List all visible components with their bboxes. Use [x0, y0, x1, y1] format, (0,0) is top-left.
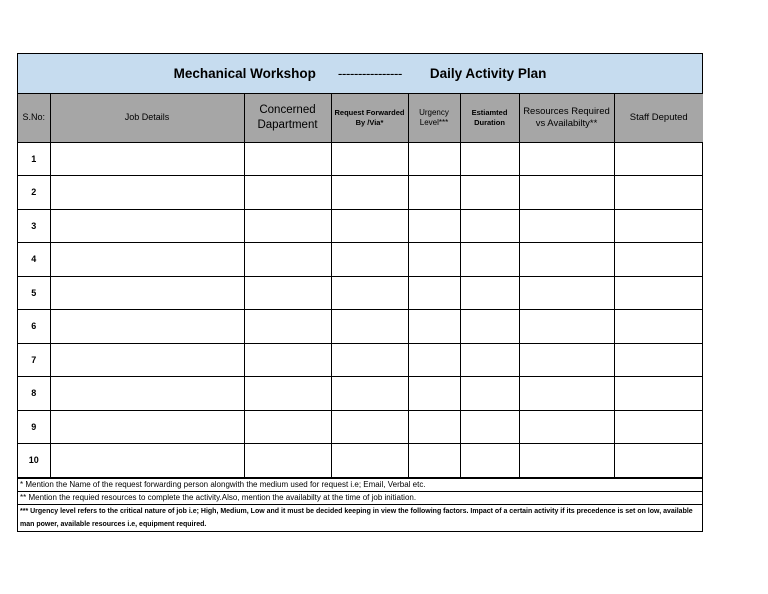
request-forwarded-cell[interactable]: [331, 176, 408, 210]
job-details-cell[interactable]: [50, 444, 244, 478]
resources-cell[interactable]: [519, 142, 614, 176]
job-details-cell[interactable]: [50, 276, 244, 310]
duration-cell[interactable]: [460, 209, 519, 243]
header-row: [18, 94, 703, 142]
col-header-request-forwarded: Request Forwarded By /Via*: [331, 94, 408, 142]
duration-cell[interactable]: [460, 343, 519, 377]
resources-cell[interactable]: [519, 310, 614, 344]
col-header-sno: S.No:: [18, 94, 50, 142]
staff-cell[interactable]: [614, 243, 703, 277]
staff-cell[interactable]: [614, 142, 703, 176]
urgency-cell[interactable]: [408, 276, 460, 310]
request-forwarded-cell[interactable]: [331, 243, 408, 277]
col-header-staff: Staff Deputed: [614, 94, 703, 142]
col-header-duration: Estiamted Duration: [460, 94, 519, 142]
sno-cell: 9: [18, 410, 50, 444]
sno-cell: 7: [18, 343, 50, 377]
col-header-job-details: Job Details: [50, 94, 244, 142]
title-separator: ----------------: [337, 66, 402, 81]
duration-cell[interactable]: [460, 142, 519, 176]
table-row: [18, 310, 703, 344]
job-details-cell[interactable]: [50, 310, 244, 344]
table-row: [18, 176, 703, 210]
job-details-cell[interactable]: [50, 377, 244, 411]
resources-cell[interactable]: [519, 176, 614, 210]
urgency-cell[interactable]: [408, 176, 460, 210]
footnote-resources: ** Mention the requied resources to complete the activity.Also, mention the availabilty at the time of job initiation.: [18, 491, 702, 504]
duration-cell[interactable]: [460, 243, 519, 277]
plan-title: Daily Activity Plan: [429, 66, 547, 81]
job-details-cell[interactable]: [50, 243, 244, 277]
request-forwarded-cell[interactable]: [331, 142, 408, 176]
activity-plan-sheet: [17, 53, 703, 532]
table-row: [18, 343, 703, 377]
duration-cell[interactable]: [460, 310, 519, 344]
job-details-cell[interactable]: [50, 176, 244, 210]
department-cell[interactable]: [244, 444, 331, 478]
footnote-request: * Mention the Name of the request forwarding person alongwith the medium used for request i.e; Email, Verbal etc.: [18, 478, 702, 491]
job-details-cell[interactable]: [50, 142, 244, 176]
duration-cell[interactable]: [460, 377, 519, 411]
department-cell[interactable]: [244, 377, 331, 411]
sno-cell: 8: [18, 377, 50, 411]
duration-cell[interactable]: [460, 176, 519, 210]
urgency-cell[interactable]: [408, 142, 460, 176]
staff-cell[interactable]: [614, 343, 703, 377]
col-header-department: Concerned Dapartment: [244, 94, 331, 142]
request-forwarded-cell[interactable]: [331, 444, 408, 478]
resources-cell[interactable]: [519, 243, 614, 277]
col-header-urgency: Urgency Level***: [408, 94, 460, 142]
job-details-cell[interactable]: [50, 343, 244, 377]
table-row: [18, 276, 703, 310]
table-row: [18, 377, 703, 411]
urgency-cell[interactable]: [408, 343, 460, 377]
resources-cell[interactable]: [519, 444, 614, 478]
request-forwarded-cell[interactable]: [331, 343, 408, 377]
resources-cell[interactable]: [519, 410, 614, 444]
department-cell[interactable]: [244, 142, 331, 176]
table-row: [18, 209, 703, 243]
staff-cell[interactable]: [614, 176, 703, 210]
request-forwarded-cell[interactable]: [331, 209, 408, 243]
urgency-cell[interactable]: [408, 243, 460, 277]
resources-cell[interactable]: [519, 377, 614, 411]
activity-table: [18, 94, 703, 478]
urgency-cell[interactable]: [408, 444, 460, 478]
duration-cell[interactable]: [460, 444, 519, 478]
urgency-cell[interactable]: [408, 209, 460, 243]
request-forwarded-cell[interactable]: [331, 377, 408, 411]
department-cell[interactable]: [244, 243, 331, 277]
table-row: [18, 444, 703, 478]
urgency-cell[interactable]: [408, 410, 460, 444]
col-header-resources: Resources Required vs Availabilty**: [519, 94, 614, 142]
sno-cell: 6: [18, 310, 50, 344]
workshop-title: Mechanical Workshop: [173, 66, 316, 81]
duration-cell[interactable]: [460, 410, 519, 444]
staff-cell[interactable]: [614, 377, 703, 411]
department-cell[interactable]: [244, 410, 331, 444]
resources-cell[interactable]: [519, 343, 614, 377]
sno-cell: 3: [18, 209, 50, 243]
department-cell[interactable]: [244, 310, 331, 344]
request-forwarded-cell[interactable]: [331, 410, 408, 444]
staff-cell[interactable]: [614, 310, 703, 344]
urgency-cell[interactable]: [408, 310, 460, 344]
department-cell[interactable]: [244, 209, 331, 243]
department-cell[interactable]: [244, 176, 331, 210]
job-details-cell[interactable]: [50, 410, 244, 444]
staff-cell[interactable]: [614, 444, 703, 478]
department-cell[interactable]: [244, 276, 331, 310]
sno-cell: 10: [18, 444, 50, 478]
sno-cell: 1: [18, 142, 50, 176]
table-row: [18, 142, 703, 176]
request-forwarded-cell[interactable]: [331, 276, 408, 310]
job-details-cell[interactable]: [50, 209, 244, 243]
sno-cell: 4: [18, 243, 50, 277]
department-cell[interactable]: [244, 343, 331, 377]
staff-cell[interactable]: [614, 410, 703, 444]
title-bar: [18, 54, 702, 94]
sno-cell: 5: [18, 276, 50, 310]
staff-cell[interactable]: [614, 276, 703, 310]
resources-cell[interactable]: [519, 276, 614, 310]
duration-cell[interactable]: [460, 276, 519, 310]
staff-cell[interactable]: [614, 209, 703, 243]
footnote-urgency: *** Urgency level refers to the critical nature of job i.e; High, Medium, Low and it must be decided keeping in view the following factors. Impact of a certain activity if its precedence is set on low, available man power, available resources i.e, equipment required.: [18, 504, 702, 531]
request-forwarded-cell[interactable]: [331, 310, 408, 344]
urgency-cell[interactable]: [408, 377, 460, 411]
resources-cell[interactable]: [519, 209, 614, 243]
table-row: [18, 243, 703, 277]
sno-cell: 2: [18, 176, 50, 210]
table-row: [18, 410, 703, 444]
footnotes: [18, 478, 702, 531]
